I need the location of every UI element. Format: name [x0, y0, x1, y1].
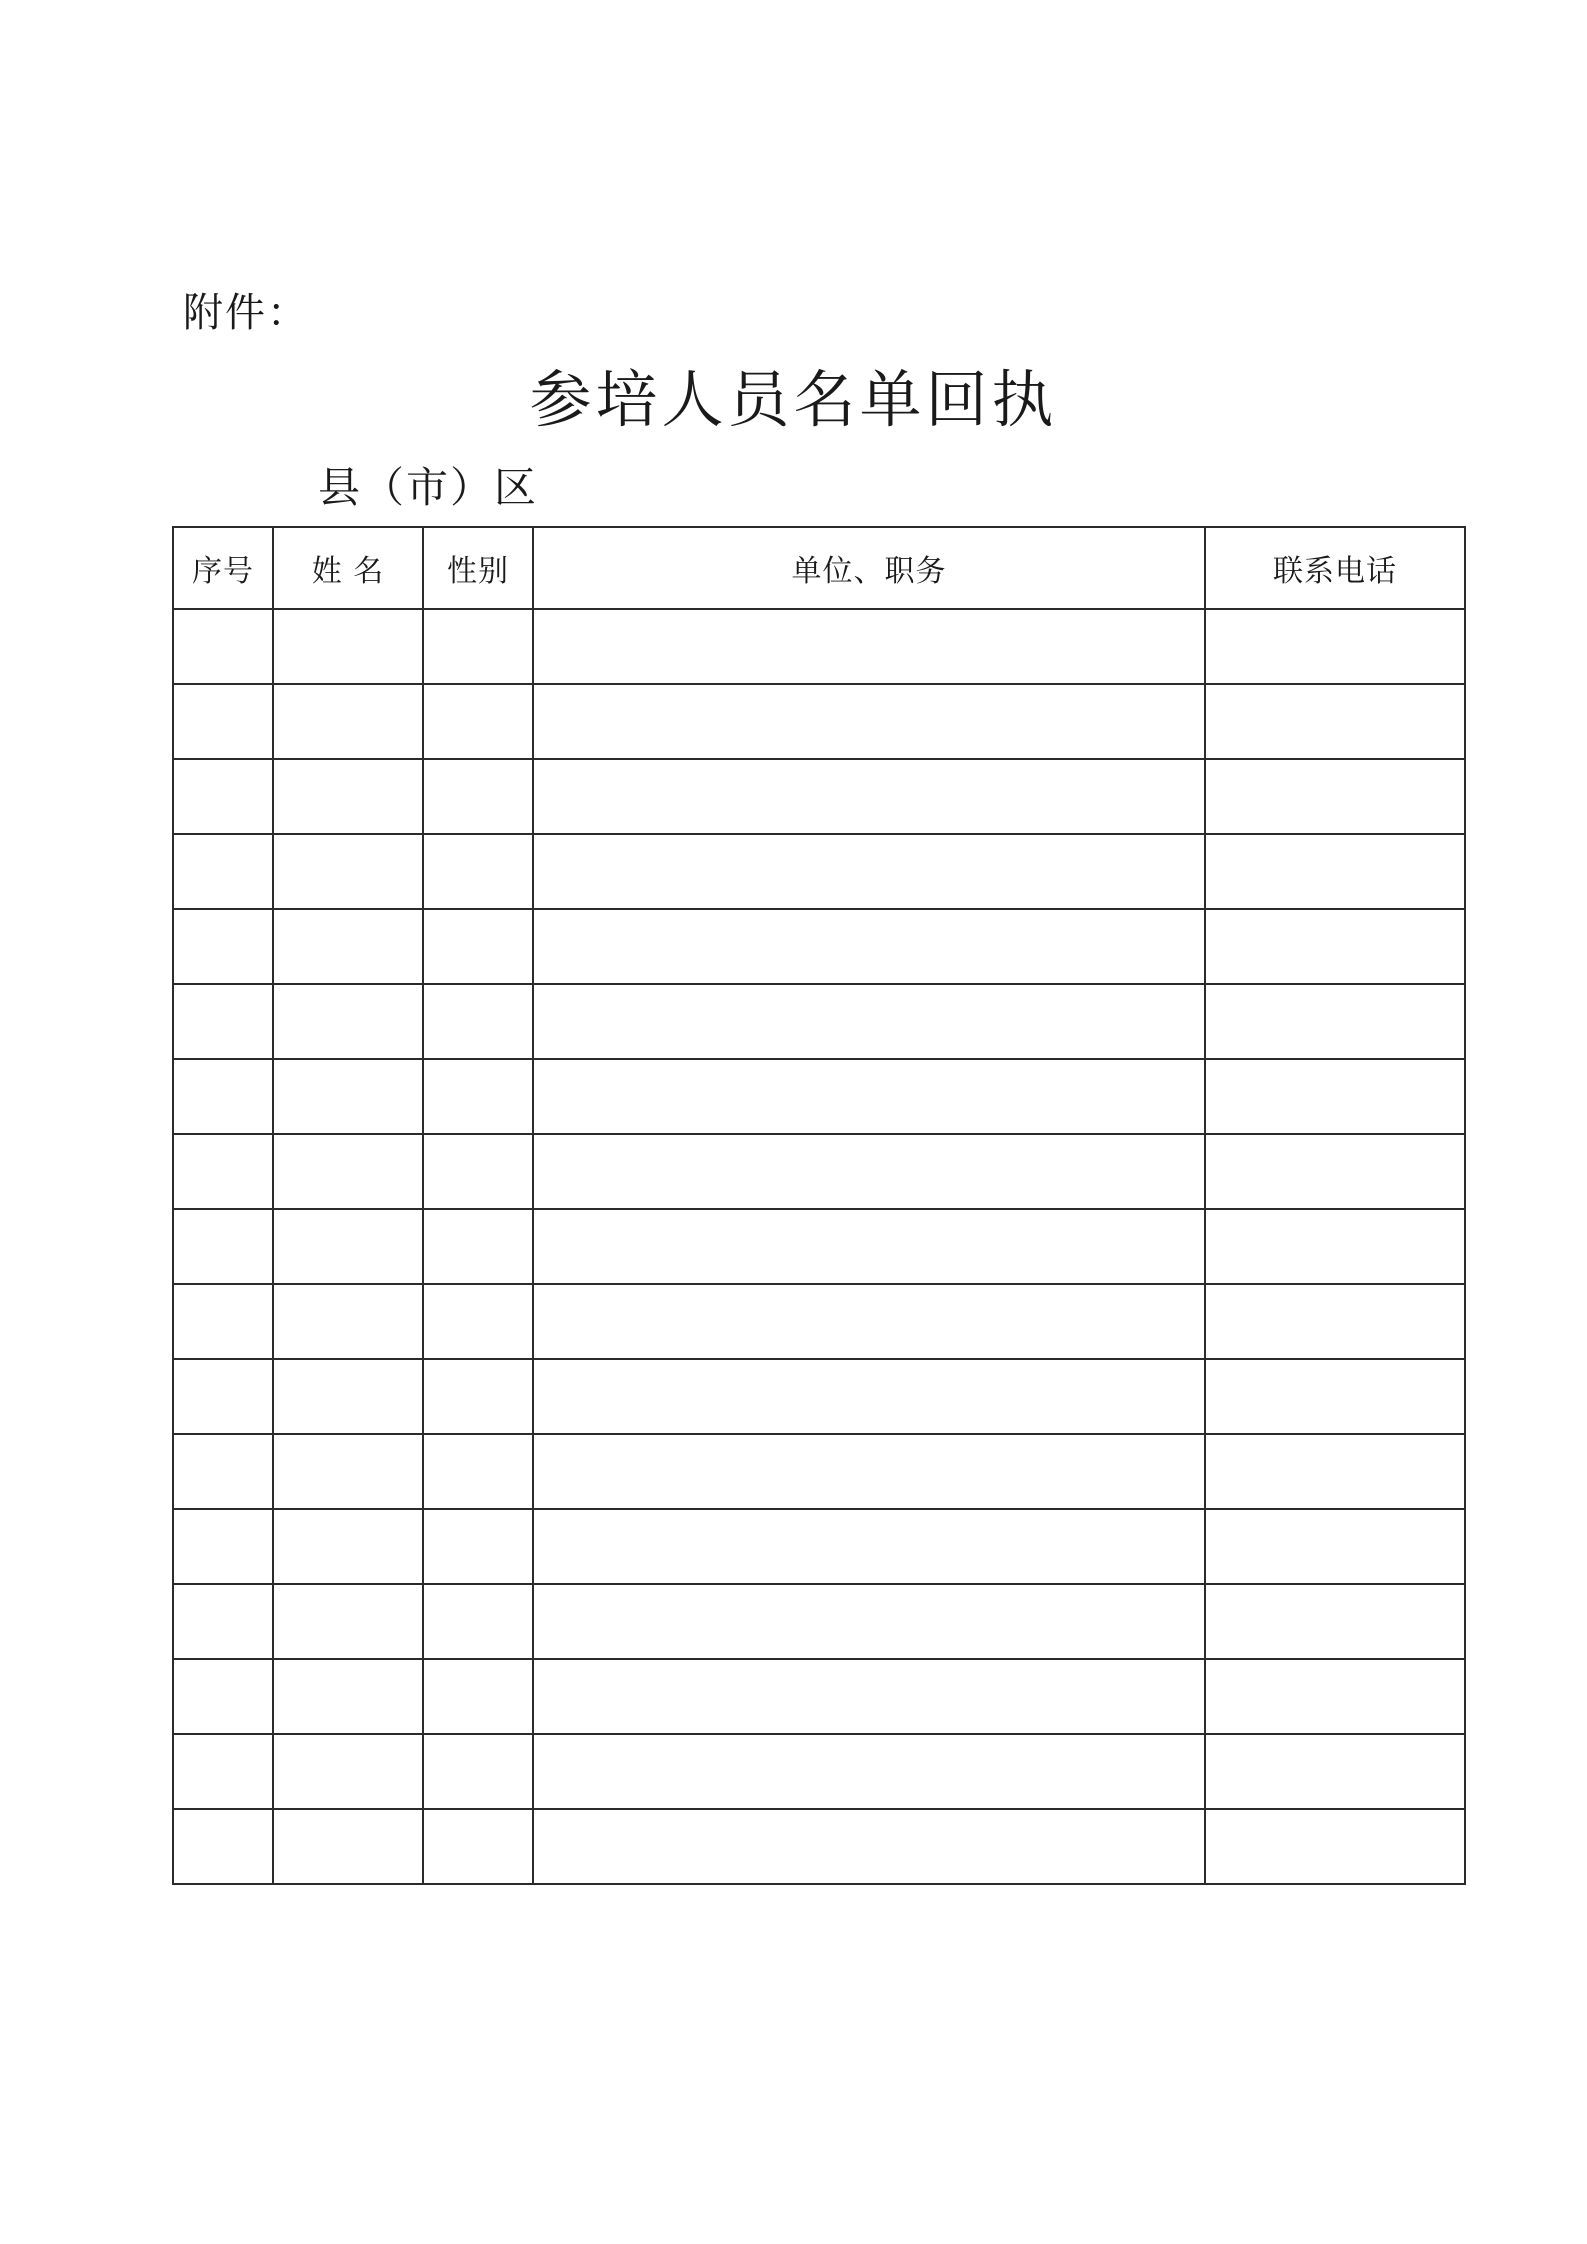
table-row [173, 834, 1465, 909]
cell-serial-number[interactable] [173, 1734, 273, 1809]
cell-unit-position[interactable] [533, 759, 1205, 834]
cell-gender[interactable] [423, 684, 533, 759]
cell-serial-number[interactable] [173, 609, 273, 684]
cell-unit-position[interactable] [533, 609, 1205, 684]
cell-gender[interactable] [423, 1059, 533, 1134]
table-row [173, 909, 1465, 984]
cell-unit-position[interactable] [533, 1734, 1205, 1809]
cell-phone[interactable] [1205, 909, 1465, 984]
cell-unit-position[interactable] [533, 684, 1205, 759]
cell-name[interactable] [273, 1209, 423, 1284]
cell-phone[interactable] [1205, 1584, 1465, 1659]
cell-serial-number[interactable] [173, 1434, 273, 1509]
cell-gender[interactable] [423, 1134, 533, 1209]
attachment-label: 附件： [183, 290, 309, 336]
table-row [173, 1134, 1465, 1209]
cell-name[interactable] [273, 1284, 423, 1359]
cell-name[interactable] [273, 1359, 423, 1434]
cell-gender[interactable] [423, 759, 533, 834]
cell-gender[interactable] [423, 1509, 533, 1584]
cell-name[interactable] [273, 684, 423, 759]
cell-unit-position[interactable] [533, 984, 1205, 1059]
cell-serial-number[interactable] [173, 1659, 273, 1734]
cell-serial-number[interactable] [173, 1584, 273, 1659]
table-row [173, 609, 1465, 684]
cell-unit-position[interactable] [533, 1284, 1205, 1359]
table-row [173, 1434, 1465, 1509]
cell-name[interactable] [273, 984, 423, 1059]
cell-gender[interactable] [423, 1584, 533, 1659]
table-row [173, 1584, 1465, 1659]
cell-gender[interactable] [423, 1734, 533, 1809]
table-row [173, 1209, 1465, 1284]
cell-unit-position[interactable] [533, 1434, 1205, 1509]
table-row [173, 1059, 1465, 1134]
cell-phone[interactable] [1205, 834, 1465, 909]
cell-unit-position[interactable] [533, 1584, 1205, 1659]
cell-phone[interactable] [1205, 1134, 1465, 1209]
cell-phone[interactable] [1205, 1434, 1465, 1509]
cell-unit-position[interactable] [533, 1134, 1205, 1209]
cell-name[interactable] [273, 1734, 423, 1809]
cell-phone[interactable] [1205, 1659, 1465, 1734]
table-row [173, 1359, 1465, 1434]
cell-serial-number[interactable] [173, 1134, 273, 1209]
cell-name[interactable] [273, 1659, 423, 1734]
cell-name[interactable] [273, 1509, 423, 1584]
cell-phone[interactable] [1205, 1734, 1465, 1809]
cell-name[interactable] [273, 759, 423, 834]
roster-table [172, 526, 1466, 1885]
cell-unit-position[interactable] [533, 1509, 1205, 1584]
cell-unit-position[interactable] [533, 909, 1205, 984]
cell-gender[interactable] [423, 1284, 533, 1359]
cell-phone[interactable] [1205, 1059, 1465, 1134]
cell-gender[interactable] [423, 834, 533, 909]
cell-serial-number[interactable] [173, 909, 273, 984]
cell-gender[interactable] [423, 1359, 533, 1434]
cell-gender[interactable] [423, 909, 533, 984]
cell-name[interactable] [273, 1134, 423, 1209]
table-row [173, 684, 1465, 759]
cell-phone[interactable] [1205, 1209, 1465, 1284]
cell-phone[interactable] [1205, 984, 1465, 1059]
cell-serial-number[interactable] [173, 1209, 273, 1284]
table-header-row [173, 527, 1465, 609]
header-unit-position: 单位、职务 [533, 527, 1205, 609]
header-gender: 性别 [423, 527, 533, 609]
cell-name[interactable] [273, 909, 423, 984]
cell-unit-position[interactable] [533, 1359, 1205, 1434]
table-row [173, 759, 1465, 834]
cell-serial-number[interactable] [173, 1809, 273, 1884]
cell-name[interactable] [273, 834, 423, 909]
table-row [173, 1284, 1465, 1359]
cell-gender[interactable] [423, 1434, 533, 1509]
cell-gender[interactable] [423, 984, 533, 1059]
table-row [173, 984, 1465, 1059]
roster-body [173, 609, 1465, 1884]
cell-phone[interactable] [1205, 1809, 1465, 1884]
cell-name[interactable] [273, 1434, 423, 1509]
cell-phone[interactable] [1205, 1284, 1465, 1359]
cell-unit-position[interactable] [533, 1809, 1205, 1884]
cell-serial-number[interactable] [173, 1284, 273, 1359]
cell-serial-number[interactable] [173, 684, 273, 759]
cell-serial-number[interactable] [173, 984, 273, 1059]
page-title: 参培人员名单回执 [529, 363, 1058, 436]
cell-phone[interactable] [1205, 1509, 1465, 1584]
cell-name[interactable] [273, 609, 423, 684]
cell-unit-position[interactable] [533, 1659, 1205, 1734]
table-row [173, 1734, 1465, 1809]
cell-serial-number[interactable] [173, 1359, 273, 1434]
table-row [173, 1809, 1465, 1884]
cell-unit-position[interactable] [533, 1209, 1205, 1284]
cell-serial-number[interactable] [173, 759, 273, 834]
cell-gender[interactable] [423, 1809, 533, 1884]
cell-serial-number[interactable] [173, 834, 273, 909]
cell-unit-position[interactable] [533, 1059, 1205, 1134]
cell-gender[interactable] [423, 1209, 533, 1284]
cell-serial-number[interactable] [173, 1509, 273, 1584]
cell-gender[interactable] [423, 1659, 533, 1734]
cell-unit-position[interactable] [533, 834, 1205, 909]
cell-phone[interactable] [1205, 1359, 1465, 1434]
header-name: 姓 名 [273, 527, 423, 609]
cell-phone[interactable] [1205, 759, 1465, 834]
table-row [173, 1659, 1465, 1734]
header-serial-number: 序号 [173, 527, 273, 609]
cell-serial-number[interactable] [173, 1059, 273, 1134]
header-phone: 联系电话 [1205, 527, 1465, 609]
cell-phone[interactable] [1205, 609, 1465, 684]
cell-gender[interactable] [423, 609, 533, 684]
cell-name[interactable] [273, 1059, 423, 1134]
cell-name[interactable] [273, 1809, 423, 1884]
county-district-line: 县（市）区 [318, 463, 539, 512]
table-row [173, 1509, 1465, 1584]
cell-phone[interactable] [1205, 684, 1465, 759]
cell-name[interactable] [273, 1584, 423, 1659]
